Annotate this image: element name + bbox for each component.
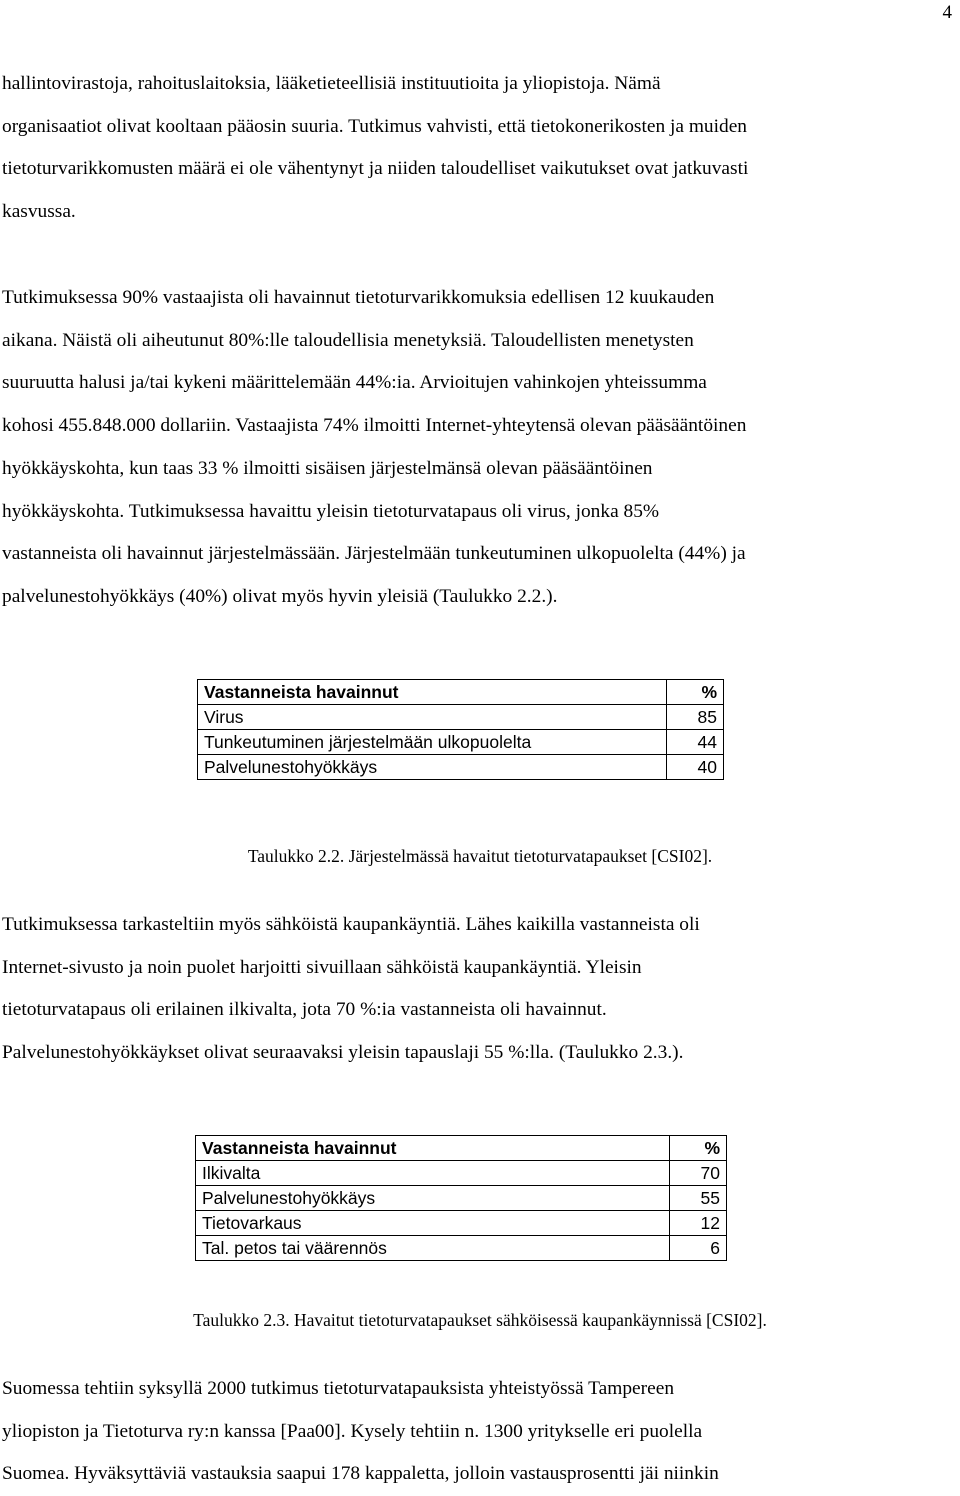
text-line: Tutkimuksessa tarkasteltiin myös sähköistä kaupankäyntiä. Lähes kaikilla vastanneista oli <box>2 914 700 935</box>
text-line: hyökkäyskohta, kun taas 33 % ilmoitti sisäisen järjestelmänsä olevan pääsääntöinen <box>2 457 653 479</box>
table-cell-value: 40 <box>667 755 724 780</box>
table-row <box>198 705 724 730</box>
table-cell-label: Tunkeutuminen järjestelmään ulkopuolelta <box>198 730 667 755</box>
table-row <box>198 730 724 755</box>
table-row <box>196 1211 727 1236</box>
text-line: palvelunestohyökkäys (40%) olivat myös hyvin yleisiä (Taulukko 2.2.). <box>2 585 558 607</box>
text-line: suuruutta halusi ja/tai kykeni määrittelemään 44%:ia. Arvioitujen vahinkojen yhteissumma <box>2 372 707 394</box>
paragraph-4 <box>2 1368 942 1496</box>
table-header-row <box>198 680 724 705</box>
table-cell-label: Tietovarkaus <box>196 1211 670 1236</box>
text-line: Tutkimuksessa 90% vastaajista oli havainnut tietoturvarikkomuksia edellisen 12 kuukauden <box>2 287 715 308</box>
table-cell-label: Virus <box>198 705 667 730</box>
table-cell-value: 6 <box>670 1236 727 1261</box>
table-row <box>198 755 724 780</box>
text-line: kohosi 455.848.000 dollariin. Vastaajista 74% ilmoitti Internet-yhteytensä olevan pääsääntöinen <box>2 415 747 437</box>
table-cell-label: Palvelunestohyökkäys <box>198 755 667 780</box>
table-header-label: Vastanneista havainnut <box>196 1136 670 1161</box>
paragraph-2 <box>2 277 942 619</box>
table-row <box>196 1161 727 1186</box>
table-row <box>196 1236 727 1261</box>
text-line: aikana. Näistä oli aiheutunut 80%:lle taloudellisia menetyksiä. Taloudellisten menetysten <box>2 329 694 351</box>
table-cell-value: 55 <box>670 1186 727 1211</box>
table-ecommerce-incidents <box>195 1135 727 1261</box>
table-cell-label: Tal. petos tai väärennös <box>196 1236 670 1261</box>
text-line: tietoturvatapaus oli erilainen ilkivalta, jota 70 %:ia vastanneista oli havainnut. <box>2 999 607 1021</box>
table-caption: Taulukko 2.2. Järjestelmässä havaitut tietoturvatapaukset [CSI02]. <box>247 846 713 866</box>
paragraph-3 <box>2 904 942 1075</box>
table-cell-value: 44 <box>667 730 724 755</box>
text-line: organisaatiot olivat kooltaan pääosin suuria. Tutkimus vahvisti, että tietokonerikosten ja muiden <box>2 115 747 137</box>
text-line: kasvussa. <box>2 201 76 223</box>
text-line: hyökkäyskohta. Tutkimuksessa havaittu yleisin tietoturvatapaus oli virus, jonka 85% <box>2 500 660 522</box>
table-header-row <box>196 1136 727 1161</box>
table-cell-value: 70 <box>670 1161 727 1186</box>
table-row <box>196 1186 727 1211</box>
table-cell-label: Palvelunestohyökkäys <box>196 1186 670 1211</box>
table-cell-label: Ilkivalta <box>196 1161 670 1186</box>
paragraph-1 <box>2 63 942 234</box>
text-line: yliopiston ja Tietoturva ry:n kanssa [Paa00]. Kysely tehtiin n. 1300 yritykselle eri puolella <box>2 1420 703 1442</box>
table-header-label: Vastanneista havainnut <box>198 680 667 705</box>
text-line: tietoturvarikkomusten määrä ei ole vähentynyt ja niiden taloudelliset vaikutukset ovat jatkuvasti <box>2 158 749 180</box>
text-line: vastanneista oli havainnut järjestelmässään. Järjestelmään tunkeutuminen ulkopuolelta (44%) ja <box>2 543 746 565</box>
page-number: 4 <box>942 2 952 23</box>
text-line: Palvelunestohyökkäykset olivat seuraavaksi yleisin tapauslaji 55 %:lla. (Taulukko 2.3.). <box>2 1042 684 1064</box>
table-caption: Taulukko 2.3. Havaitut tietoturvatapaukset sähköisessä kaupankäynnissä [CSI02]. <box>193 1310 767 1330</box>
text-line: Suomessa tehtiin syksyllä 2000 tutkimus tietoturvatapauksista yhteistyössä Tampereen <box>2 1378 675 1399</box>
table-cell-value: 12 <box>670 1211 727 1236</box>
table-header-percent: % <box>670 1136 727 1161</box>
table-header-percent: % <box>667 680 724 705</box>
text-line: hallintovirastoja, rahoituslaitoksia, lääketieteellisiä instituutioita ja yliopistoja. Nämä <box>2 73 661 94</box>
text-line: Suomea. Hyväksyttäviä vastauksia saapui 178 kappaletta, jolloin vastausprosentti jäi niinkin <box>2 1463 719 1485</box>
table-cell-value: 85 <box>667 705 724 730</box>
text-line: Internet-sivusto ja noin puolet harjoitti sivuillaan sähköistä kaupankäyntiä. Yleisin <box>2 956 642 978</box>
table-incidents <box>197 679 724 780</box>
